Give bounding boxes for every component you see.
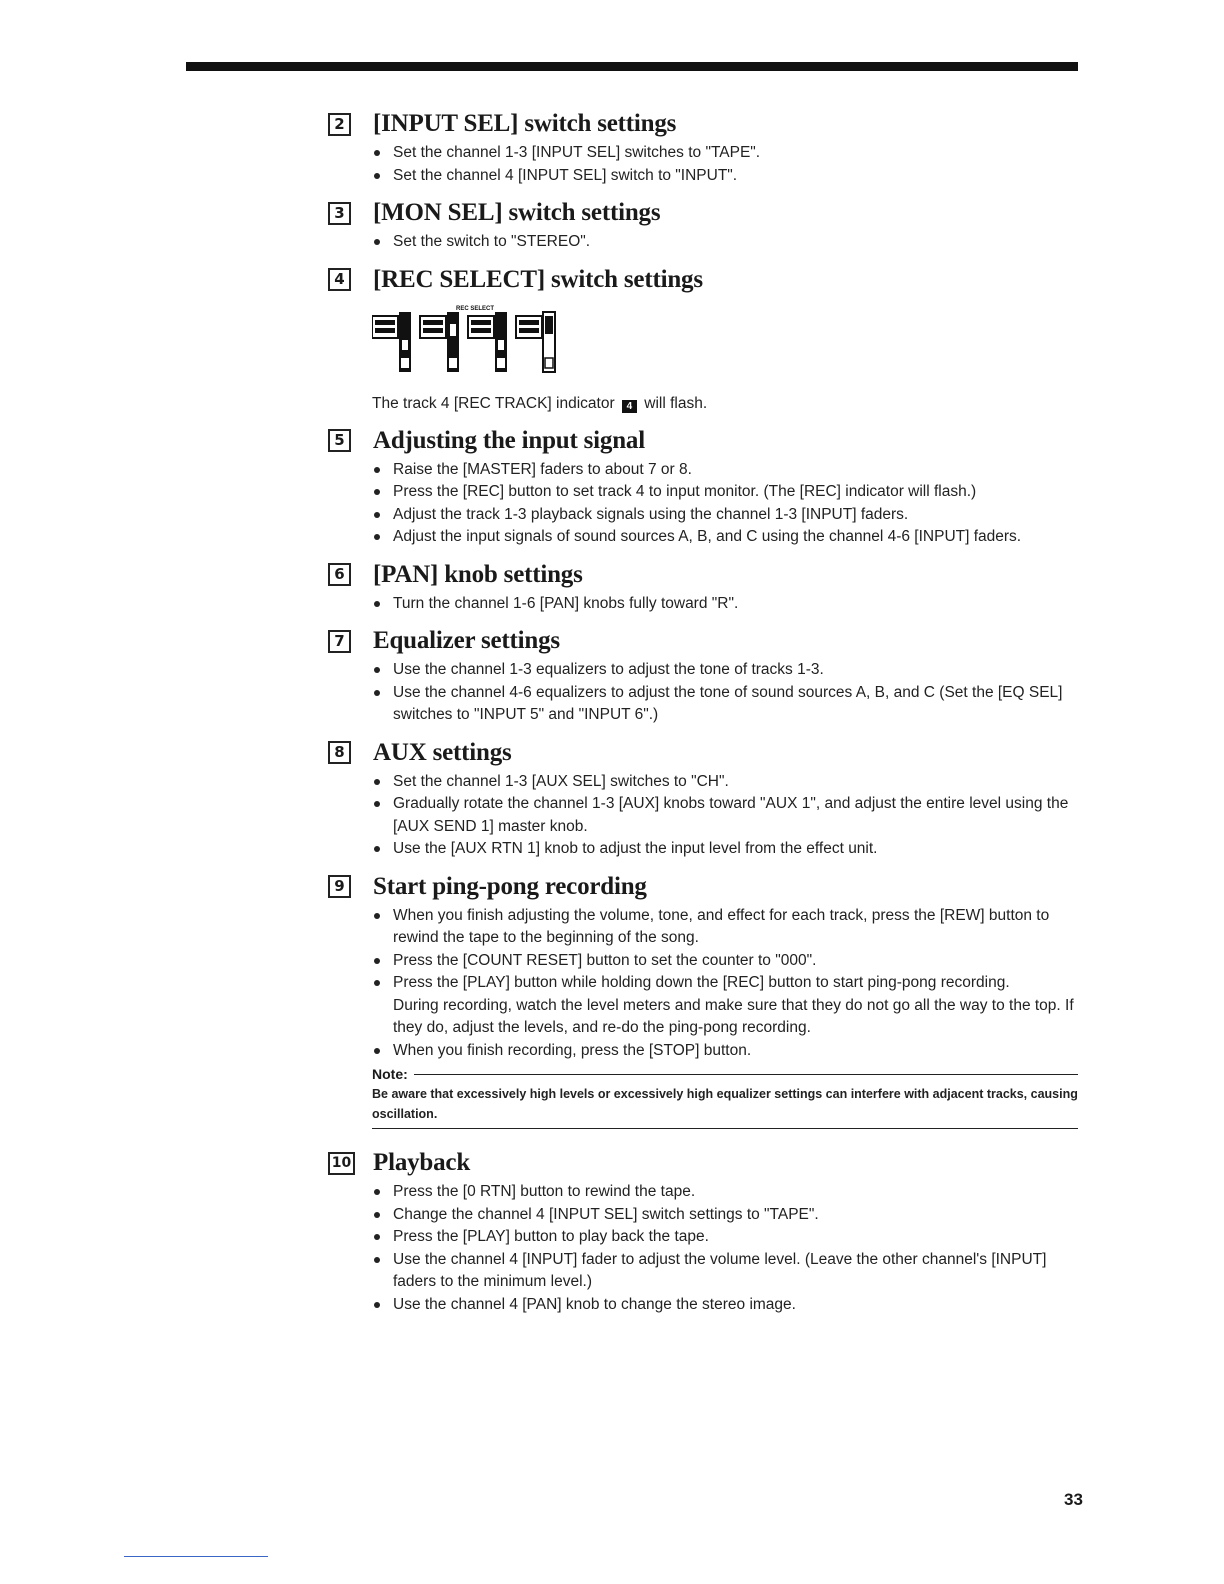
- step-number: 6: [328, 563, 351, 586]
- section-playback: [328, 1147, 1080, 1316]
- bottom-rule: [124, 1556, 268, 1557]
- section-title: Playback: [373, 1149, 471, 1176]
- section-header: [328, 737, 1080, 769]
- section-title: Equalizer settings: [373, 627, 560, 654]
- note-divider: [372, 1128, 1078, 1129]
- section-title: [INPUT SEL] switch settings: [373, 110, 677, 137]
- step-number: 3: [328, 202, 351, 225]
- item-list: [372, 1040, 1080, 1063]
- item-list: [372, 905, 1080, 995]
- section-header: [328, 425, 1080, 457]
- rec-switch-2: [420, 312, 459, 372]
- section-header: [328, 871, 1080, 903]
- page-content: [328, 108, 1080, 1326]
- list-item: Turn the channel 1-6 [PAN] knobs fully toward "R".: [372, 593, 1080, 616]
- list-item: Set the channel 4 [INPUT SEL] switch to "INPUT".: [372, 165, 1080, 188]
- item-list: [372, 459, 1080, 549]
- section-header: [328, 197, 1080, 229]
- step-number: 9: [328, 875, 351, 898]
- section-input-sel: [328, 108, 1080, 187]
- rec-switch-4: [516, 312, 555, 372]
- list-item: Press the [0 RTN] button to rewind the tape.: [372, 1181, 1080, 1204]
- section-title: Adjusting the input signal: [373, 426, 645, 454]
- list-item: Use the channel 4 [PAN] knob to change the stereo image.: [372, 1294, 1080, 1317]
- item-list: [372, 771, 1080, 861]
- section-aux: [328, 737, 1080, 861]
- item-list: [372, 142, 1080, 187]
- note-divider: [414, 1074, 1078, 1075]
- section-header: [328, 559, 1080, 591]
- step-number: 5: [328, 429, 351, 452]
- step-number: 4: [328, 268, 351, 291]
- section-equalizer: [328, 625, 1080, 727]
- list-item: Use the [AUX RTN 1] knob to adjust the input level from the effect unit.: [372, 838, 1080, 861]
- list-item: Use the channel 4-6 equalizers to adjust the tone of sound sources A, B, and C (Set the [EQ SEL] switches to "INPUT 5" and "INPUT 6".): [372, 682, 1080, 727]
- section-pan: [328, 559, 1080, 616]
- rec-track-indicator-icon: 4: [622, 400, 637, 413]
- section-title: Start ping-pong recording: [373, 872, 647, 900]
- note-text: Be aware that excessively high levels or excessively high equalizer settings can interfere with adjacent tracks, causing oscillation.: [372, 1087, 1078, 1121]
- section-title: AUX settings: [373, 738, 512, 766]
- section-rec-select: [328, 264, 1080, 415]
- rec-switch-1: [372, 312, 411, 372]
- list-item: Set the channel 1-3 [AUX SEL] switches to "CH".: [372, 771, 1080, 794]
- section-ping-pong: [328, 871, 1080, 1130]
- section-header: [328, 108, 1080, 140]
- page-number: 33: [1064, 1490, 1083, 1509]
- note-label: Note:: [372, 1066, 408, 1082]
- note-box: [372, 1066, 1078, 1129]
- rec-select-switch-illustration: [372, 302, 572, 380]
- list-item: Change the channel 4 [INPUT SEL] switch settings to "TAPE".: [372, 1204, 1080, 1227]
- note-header: [372, 1066, 1078, 1082]
- rec-select-caption: [372, 393, 1080, 415]
- list-item: Press the [COUNT RESET] button to set the counter to "000".: [372, 950, 1080, 973]
- list-item: Adjust the input signals of sound sources A, B, and C using the channel 4-6 [INPUT] faders.: [372, 526, 1080, 549]
- list-item: Use the channel 1-3 equalizers to adjust the tone of tracks 1-3.: [372, 659, 1080, 682]
- item-list: [372, 593, 1080, 616]
- section-header: [328, 625, 1080, 657]
- item-list: [372, 1181, 1080, 1316]
- rec-select-label: REC SELECT: [456, 305, 495, 312]
- section-title: [PAN] knob settings: [373, 560, 583, 588]
- step-number: 7: [328, 630, 351, 653]
- continuation-paragraph: During recording, watch the level meters and make sure that they do not go all the way to the top. If they do, adjust the levels, and re-do the ping-pong recording.: [393, 996, 1074, 1036]
- step-number: 2: [328, 113, 351, 136]
- list-item: Set the channel 1-3 [INPUT SEL] switches to "TAPE".: [372, 142, 1080, 165]
- list-item: Adjust the track 1-3 playback signals using the channel 1-3 [INPUT] faders.: [372, 504, 1080, 527]
- section-header: [328, 264, 1080, 296]
- top-rule: [186, 62, 1078, 71]
- rec-switch-3: [468, 312, 507, 372]
- step-number: 8: [328, 741, 351, 764]
- section-title: [REC SELECT] switch settings: [373, 265, 703, 293]
- list-item: Press the [PLAY] button to play back the tape.: [372, 1226, 1080, 1249]
- section-adjusting-input: [328, 425, 1080, 549]
- list-item: Gradually rotate the channel 1-3 [AUX] knobs toward "AUX 1", and adjust the entire level using the [AUX SEND 1] master knob.: [372, 793, 1080, 838]
- list-item: Set the switch to "STEREO".: [372, 231, 1080, 254]
- item-list: [372, 231, 1080, 254]
- section-mon-sel: [328, 197, 1080, 254]
- section-title: [MON SEL] switch settings: [373, 199, 661, 226]
- step-number: 10: [328, 1152, 355, 1175]
- list-item: When you finish adjusting the volume, tone, and effect for each track, press the [REW] button to rewind the tape to the beginning of the song.: [372, 905, 1080, 950]
- caption-text: The track 4 [REC TRACK] indicator: [372, 394, 615, 412]
- list-item: Raise the [MASTER] faders to about 7 or 8.: [372, 459, 1080, 482]
- list-item: Press the [PLAY] button while holding down the [REC] button to start ping-pong recording.: [372, 972, 1080, 995]
- list-item: Press the [REC] button to set track 4 to input monitor. (The [REC] indicator will flash.): [372, 481, 1080, 504]
- list-item: When you finish recording, press the [STOP] button.: [372, 1040, 1080, 1063]
- section-header: [328, 1147, 1080, 1179]
- item-list: [372, 659, 1080, 727]
- caption-text: will flash.: [644, 394, 708, 412]
- list-item: Use the channel 4 [INPUT] fader to adjust the volume level. (Leave the other channel's [INPUT] faders to the minimum level.): [372, 1249, 1080, 1294]
